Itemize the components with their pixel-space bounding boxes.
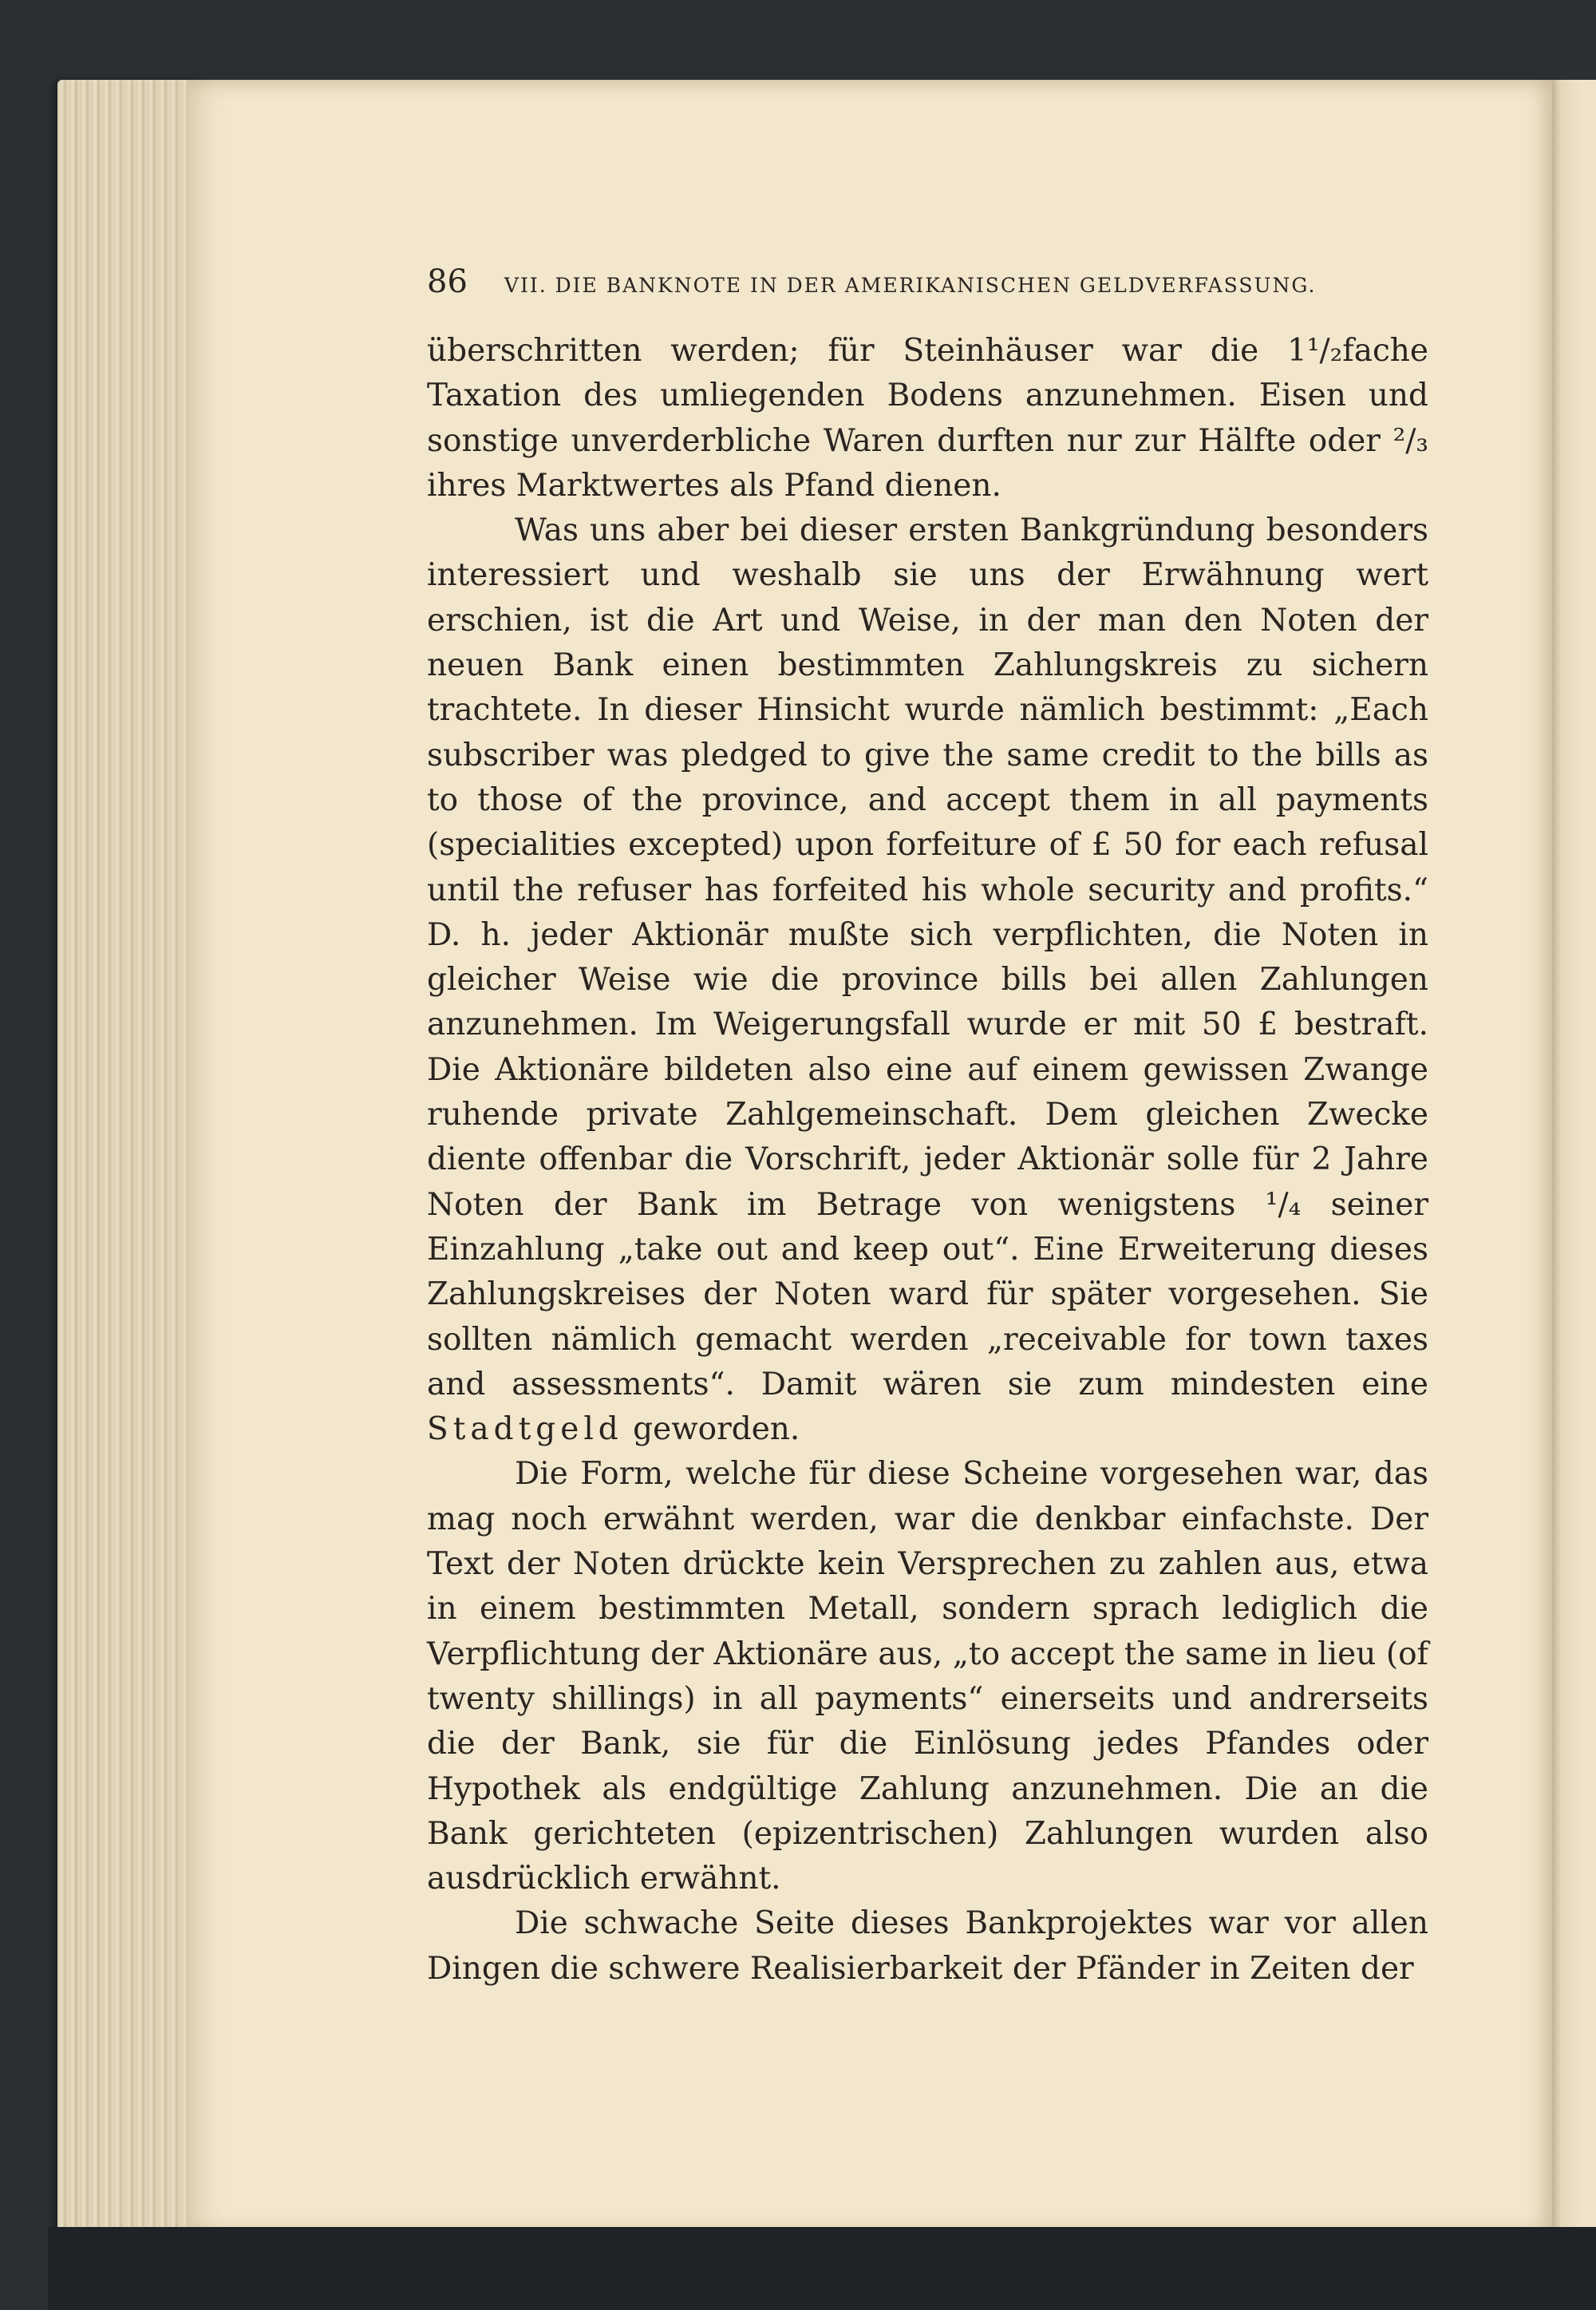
paragraph-3: Die Form, welche für diese Scheine vorgesehen war, das mag noch erwähnt werden, war die denkbar einfachste. Der Text der Noten drückte kein Versprechen zu zahlen aus, etwa in einem bestimmten Metall, sondern sprach lediglich die Verpflichtung der Aktionäre aus, „to accept the same in lieu (of twenty shillings) in all payments“ einerseits und andrerseits die der Bank, sie für die Einlösung jedes Pfandes oder Hypothek als endgültige Zahlung anzunehmen. Die an die Bank gerichteten (epizentrischen) Zahlungen wurden also ausdrücklich erwähnt. [427, 1456, 1428, 1897]
paragraph-2 [427, 508, 1428, 1452]
page-edges [57, 80, 201, 2251]
running-head: VII. DIE BANKNOTE IN DER AMERIKANISCHEN GELDVERFASSUNG. [504, 274, 1317, 297]
scan-background [48, 2227, 1596, 2310]
next-page-edge [1550, 80, 1596, 2227]
paragraph-2-text: Was uns aber bei dieser ersten Bankgründung besonders interessiert und weshalb sie uns der Erwähnung wert erschien, ist die Art und Weise, in der man den Noten der neuen Bank einen bestimmten Zahlungskreis zu sichern trachtete. In dieser Hinsicht wurde nämlich bestimmt: „Each subscriber was pledged to give the same credit to the bills as to those of the province, and accept them in all payments (specialities excepted) upon forfeiture of £ 50 for each refusal until the refuser has forfeited his whole security and profits.“ D. h. jeder Aktionär mußte sich verpflichten, die Noten in gleicher Weise wie die province bills bei allen Zahlungen anzunehmen. Im Weigerungsfall wurde er mit 50 £ bestraft. Die Aktionäre bildeten also eine auf einem gewissen Zwange ruhende private Zahlgemeinschaft. Dem gleichen Zwecke diente offenbar die Vorschrift, jeder Aktionär solle für 2 Jahre Noten der Bank im Betrage von wenigstens ¹/₄ seiner Einzahlung „take out and keep out“. Eine Erweiterung dieses Zahlungskreises der Noten ward für später vorgesehen. Sie sollten nämlich gemacht werden „receivable for town taxes and assessments“. Damit wären sie zum mindesten eine [427, 512, 1428, 1402]
page-header [427, 263, 1400, 311]
body-text [427, 329, 1428, 1992]
paragraph-2-end: geworden. [633, 1411, 800, 1448]
paragraph-4: Die schwache Seite dieses Bankprojektes war vor allen Dingen die schwere Realisierbarkeit der Pfänder in Zeiten der [427, 1905, 1428, 1987]
emphasis-stadtgeld: Stadtgeld [427, 1411, 623, 1448]
paragraph-1: überschritten werden; für Steinhäuser war die 1¹/₂fache Taxation des umliegenden Bodens anzunehmen. Eisen und sonstige unverderbliche Waren durften nur zur Hälfte oder ²/₃ ihres Marktwertes als Pfand dienen. [427, 333, 1428, 504]
page-number: 86 [427, 263, 468, 300]
